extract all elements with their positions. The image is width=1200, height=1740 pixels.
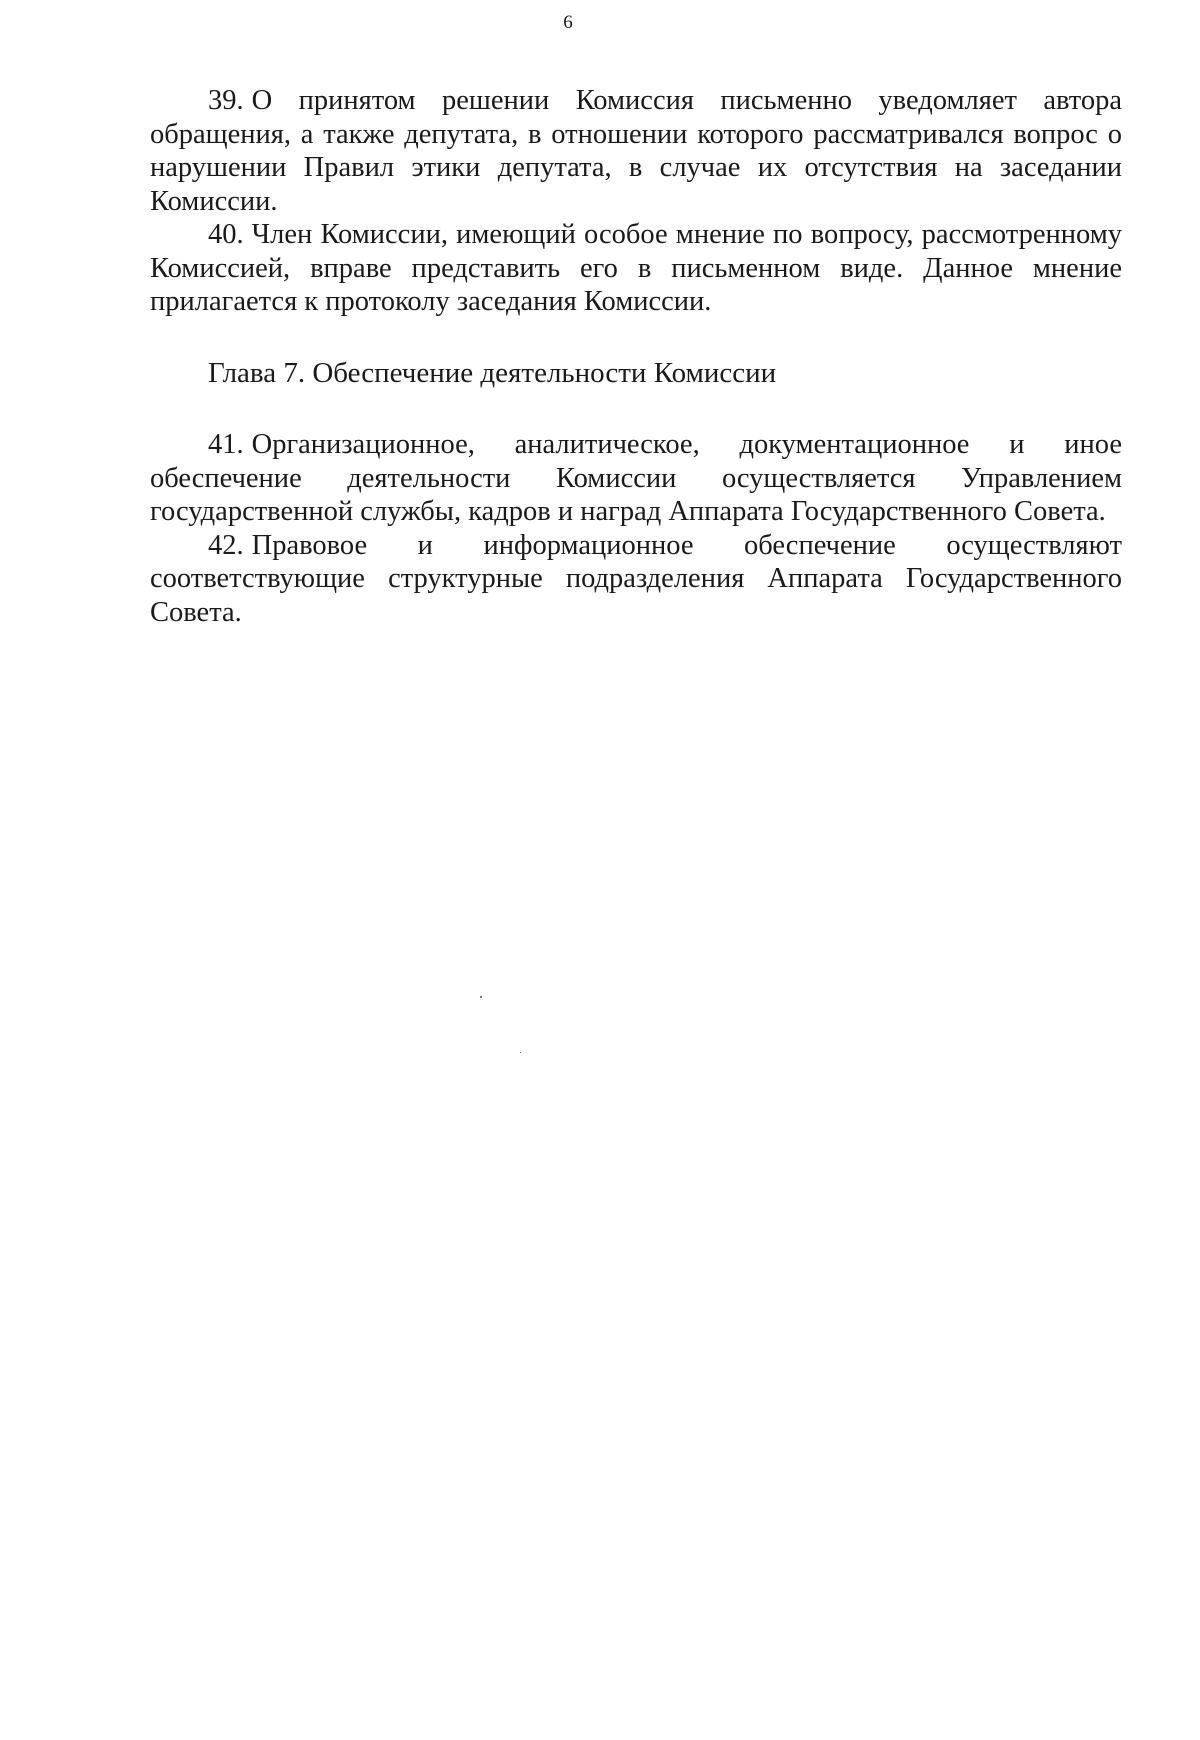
paragraph-text: Член Комиссии, имеющий особое мнение по вопросу, рассмотренному Комиссией, вправе представить его в письменном виде. Данное мнение прилагается к протоколу заседания Комиссии. <box>150 219 1122 317</box>
paragraph-41 <box>150 428 1122 529</box>
paragraph-number: 39. <box>208 85 244 116</box>
paragraph-number: 41. <box>208 429 244 460</box>
paragraph-39 <box>150 84 1122 218</box>
paragraph-40 <box>150 218 1122 319</box>
paragraph-text: О принятом решении Комиссия письменно уведомляет автора обращения, а также депутата, в отношении которого рассматривался вопрос о нарушении Правил этики депутата, в случае их отсутствия на заседании Комиссии. <box>150 85 1122 217</box>
page-number: 6 <box>563 12 573 33</box>
paragraph-text: Правовое и информационное обеспечение осуществляют соответствующие структурные подразделения Аппарата Государственного Совета. <box>150 529 1122 628</box>
chapter-heading: Глава 7. Обеспечение деятельности Комиссии <box>208 356 777 389</box>
scan-speck <box>520 1052 521 1053</box>
paragraph-number: 40. <box>208 219 244 250</box>
paragraph-text: Организационное, аналитическое, документационное и иное обеспечение деятельности Комиссии осуществляется Управлением государственной службы, кадров и наград Аппарата Государственного Совета. <box>150 429 1122 527</box>
document-body <box>150 84 1122 629</box>
paragraph-number: 42. <box>208 529 244 561</box>
scan-speck <box>480 996 482 998</box>
paragraph-42 <box>150 529 1122 630</box>
